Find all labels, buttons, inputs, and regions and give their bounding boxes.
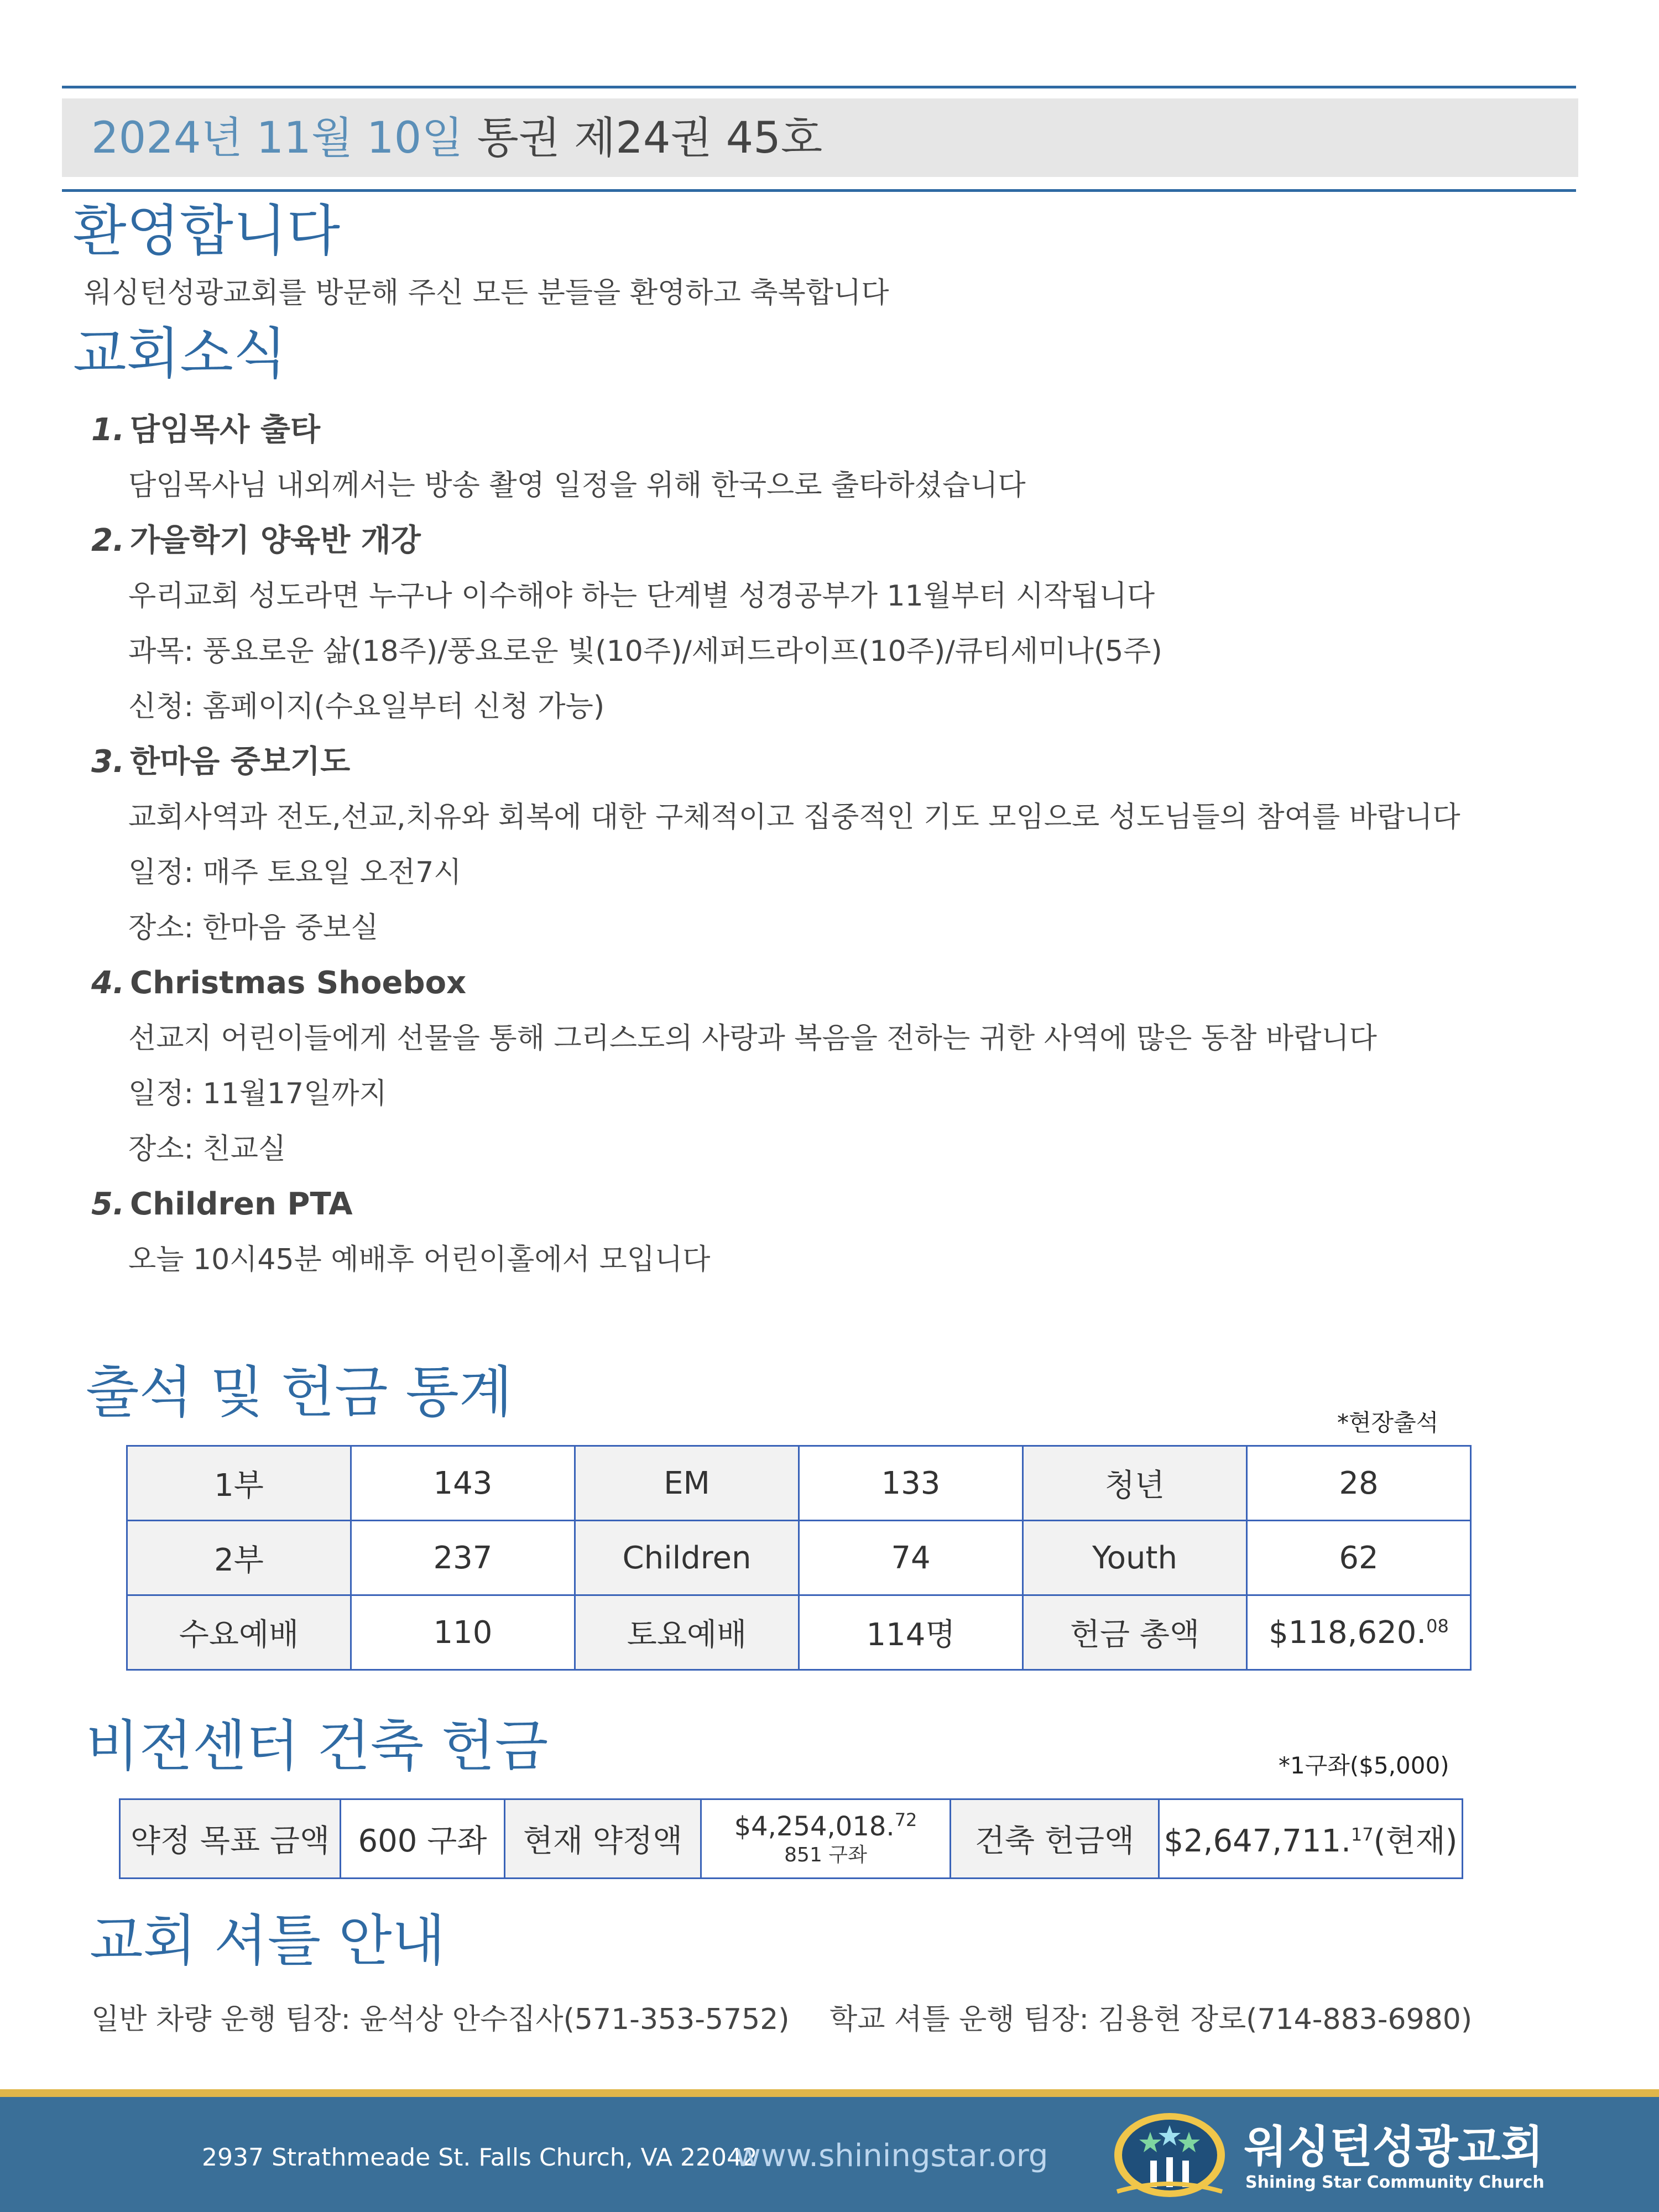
- church-logo-icon: [1112, 2110, 1228, 2204]
- offering-total-cell: [1247, 1595, 1471, 1670]
- table-cell: 133: [799, 1446, 1023, 1521]
- news-item-line: 신청: 홈페이지(수요일부터 신청 가능): [128, 690, 605, 723]
- fund-suffix: (현재): [1373, 1823, 1458, 1859]
- pledge-cell: [701, 1799, 951, 1879]
- attendance-title: 출석 및 헌금 통계: [86, 1360, 513, 1425]
- table-cell: 114명: [799, 1595, 1023, 1670]
- news-item-number: 2.: [91, 523, 125, 559]
- building-note: *1구좌($5,000): [1279, 1752, 1449, 1779]
- header-bottom-rule: [62, 189, 1576, 192]
- goal-label: 약정 목표 금액: [120, 1799, 341, 1879]
- church-logo-graphic: [1112, 2110, 1228, 2204]
- fund-cents: 17: [1350, 1824, 1374, 1845]
- news-item-line: 교회사역과 전도,선교,치유와 회복에 대한 구체적이고 집중적인 기도 모임으로 성도님들의 참여를 바랍니다: [128, 801, 1460, 834]
- news-item-title: [91, 1185, 353, 1224]
- pledge-value: $4,254,018.: [734, 1811, 895, 1842]
- news-item-number: 5.: [91, 1186, 125, 1222]
- news-item-line: 오늘 10시45분 예배후 어린이홀에서 모입니다: [128, 1243, 711, 1276]
- attendance-note: *현장출석: [1337, 1409, 1439, 1436]
- table-cell: 143: [351, 1446, 575, 1521]
- welcome-title: 환영합니다: [73, 199, 340, 263]
- news-item-line: 장소: 한마음 중보실: [128, 911, 379, 945]
- table-cell: 청년: [1023, 1446, 1247, 1521]
- table-row: [127, 1521, 1471, 1595]
- pledge-cents: 72: [894, 1809, 917, 1830]
- fund-value: $2,647,711.: [1164, 1823, 1351, 1859]
- news-item-line: 담임목사님 내외께서는 방송 촬영 일정을 위해 한국으로 출타하셨습니다: [128, 469, 1026, 502]
- news-item-heading: Christmas Shoebox: [130, 965, 467, 1001]
- table-cell: 토요예배: [575, 1595, 799, 1670]
- shuttle-title: 교회 셔틀 안내: [90, 1908, 446, 1973]
- news-item-line: 과목: 풍요로운 삶(18주)/풍요로운 빛(10주)/세퍼드라이프(10주)/큐티세미나(5주): [128, 635, 1162, 668]
- fund-cell: [1159, 1799, 1463, 1879]
- building-table: [119, 1798, 1463, 1879]
- issue-line: [91, 111, 822, 166]
- welcome-text: 워싱턴성광교회를 방문해 주신 모든 분들을 환영하고 축복합니다: [84, 276, 889, 310]
- issue-date: 2024년 11월 10일: [91, 113, 463, 163]
- table-cell: 110: [351, 1595, 575, 1670]
- issue-volume: 통권 제24권 45호: [477, 113, 823, 163]
- table-cell: Youth: [1023, 1521, 1247, 1595]
- news-title: 교회소식: [73, 321, 287, 386]
- news-item-title: [91, 743, 350, 781]
- table-cell: 헌금 총액: [1023, 1595, 1247, 1670]
- table-cell: Children: [575, 1521, 799, 1595]
- attendance-table: [126, 1445, 1472, 1671]
- shuttle-general: 일반 차량 운행 팀장: 윤석상 안수집사(571-353-5752): [91, 2003, 790, 2036]
- offering-total: $118,620.: [1269, 1614, 1427, 1651]
- top-rule: [62, 86, 1576, 88]
- goal-value: 600 구좌: [341, 1799, 505, 1879]
- news-item-heading: 한마음 중보기도: [130, 744, 351, 780]
- table-cell: 2부: [127, 1521, 351, 1595]
- table-cell: 1부: [127, 1446, 351, 1521]
- news-item-line: 선교지 어린이들에게 선물을 통해 그리스도의 사랑과 복음을 전하는 귀한 사역에 많은 동참 바랍니다: [128, 1022, 1377, 1055]
- footer-accent-bar: [0, 2089, 1659, 2097]
- table-cell: 74: [799, 1521, 1023, 1595]
- table-row: [120, 1799, 1463, 1879]
- news-item-line: 우리교회 성도라면 누구나 이수해야 하는 단계별 성경공부가 11월부터 시작됩니다: [128, 580, 1155, 613]
- news-item-heading: Children PTA: [130, 1186, 353, 1222]
- table-row: [127, 1595, 1471, 1670]
- offering-cents: 08: [1426, 1615, 1449, 1636]
- news-item-title: [91, 411, 320, 450]
- pledge-label: 현재 약정액: [505, 1799, 701, 1879]
- news-item-number: 1.: [91, 412, 125, 448]
- table-cell: 28: [1247, 1446, 1471, 1521]
- fund-label: 건축 헌금액: [951, 1799, 1159, 1879]
- news-item-title: [91, 521, 421, 560]
- news-item-number: 3.: [91, 744, 125, 780]
- building-title: 비전센터 건축 헌금: [86, 1714, 549, 1778]
- table-cell: 수요예배: [127, 1595, 351, 1670]
- pledge-units: 851 구좌: [784, 1844, 867, 1866]
- table-cell: 237: [351, 1521, 575, 1595]
- news-item-heading: 담임목사 출타: [130, 412, 321, 448]
- news-item-number: 4.: [91, 965, 125, 1001]
- news-item-title: [91, 964, 466, 1003]
- footer-address: 2937 Strathmeade St. Falls Church, VA 22042: [202, 2143, 758, 2172]
- table-row: [127, 1446, 1471, 1521]
- footer-url-link[interactable]: www.shiningstar.org: [735, 2138, 1048, 2174]
- news-item-line: 일정: 매주 토요일 오전7시: [128, 856, 462, 889]
- news-item-line: 장소: 친교실: [128, 1133, 286, 1166]
- church-name-english: Shining Star Community Church: [1245, 2173, 1545, 2192]
- table-cell: 62: [1247, 1521, 1471, 1595]
- church-name-korean: 워싱턴성광교회: [1244, 2121, 1543, 2173]
- pledge-amount-line: [702, 1810, 950, 1843]
- news-item-heading: 가을학기 양육반 개강: [130, 523, 421, 559]
- table-cell: EM: [575, 1446, 799, 1521]
- news-item-line: 일정: 11월17일까지: [128, 1077, 387, 1110]
- shuttle-school: 학교 셔틀 운행 팀장: 김용현 장로(714-883-6980): [830, 2003, 1473, 2036]
